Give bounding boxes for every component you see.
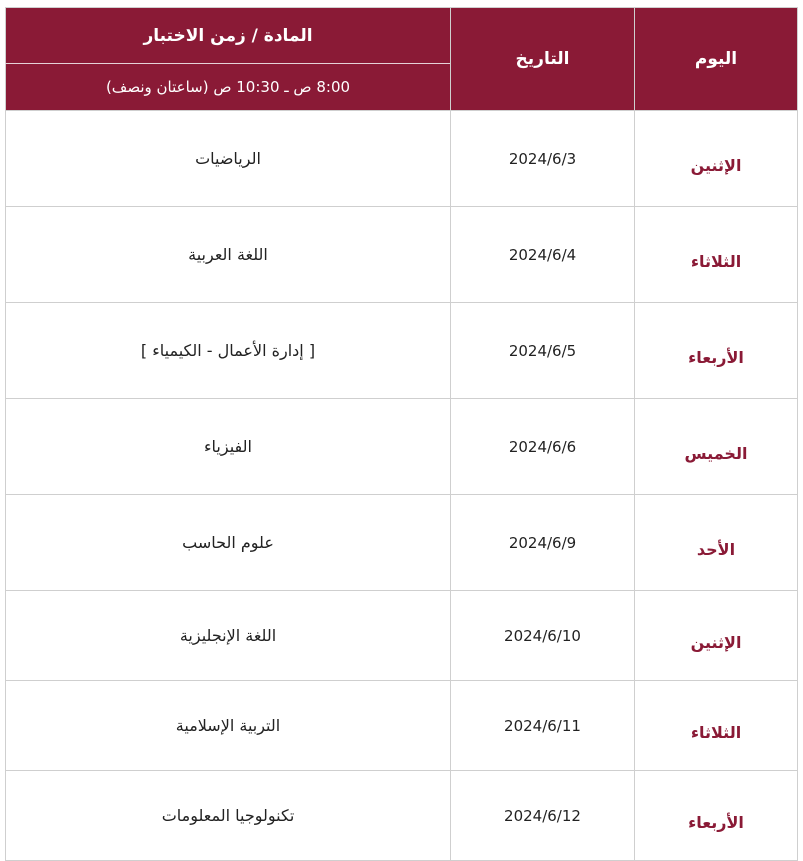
header-time-range: 8:00 ص ـ 10:30 ص (ساعتان ونصف): [6, 64, 451, 111]
date-cell: 2024/6/3: [451, 111, 635, 207]
table-row: [6, 681, 798, 771]
day-cell: الخميس: [635, 399, 798, 495]
day-cell: الأربعاء: [635, 303, 798, 399]
subject-cell: [ إدارة الأعمال - الكيمياء ]: [6, 303, 451, 399]
table-row: [6, 771, 798, 861]
table-row: [6, 495, 798, 591]
table-header: [6, 8, 798, 111]
table-body: [6, 111, 798, 861]
table-row: [6, 399, 798, 495]
date-cell: 2024/6/11: [451, 681, 635, 771]
day-cell: الثلاثاء: [635, 681, 798, 771]
date-cell: 2024/6/6: [451, 399, 635, 495]
subject-cell: اللغة الإنجليزية: [6, 591, 451, 681]
table-row: [6, 303, 798, 399]
subject-cell: علوم الحاسب: [6, 495, 451, 591]
subject-cell: تكنولوجيا المعلومات: [6, 771, 451, 861]
exam-schedule-table: [5, 7, 798, 861]
date-cell: 2024/6/5: [451, 303, 635, 399]
date-cell: 2024/6/9: [451, 495, 635, 591]
header-subject-time: المادة / زمن الاختبار: [6, 8, 451, 64]
date-cell: 2024/6/4: [451, 207, 635, 303]
subject-cell: الرياضيات: [6, 111, 451, 207]
date-cell: 2024/6/12: [451, 771, 635, 861]
header-day: اليوم: [635, 8, 798, 111]
day-cell: الأربعاء: [635, 771, 798, 861]
table-row: [6, 591, 798, 681]
header-date: التاريخ: [451, 8, 635, 111]
table-row: [6, 111, 798, 207]
day-cell: الأحد: [635, 495, 798, 591]
date-cell: 2024/6/10: [451, 591, 635, 681]
day-cell: الإثنين: [635, 111, 798, 207]
subject-cell: الفيزياء: [6, 399, 451, 495]
day-cell: الإثنين: [635, 591, 798, 681]
subject-cell: اللغة العربية: [6, 207, 451, 303]
subject-cell: التربية الإسلامية: [6, 681, 451, 771]
day-cell: الثلاثاء: [635, 207, 798, 303]
table-row: [6, 207, 798, 303]
